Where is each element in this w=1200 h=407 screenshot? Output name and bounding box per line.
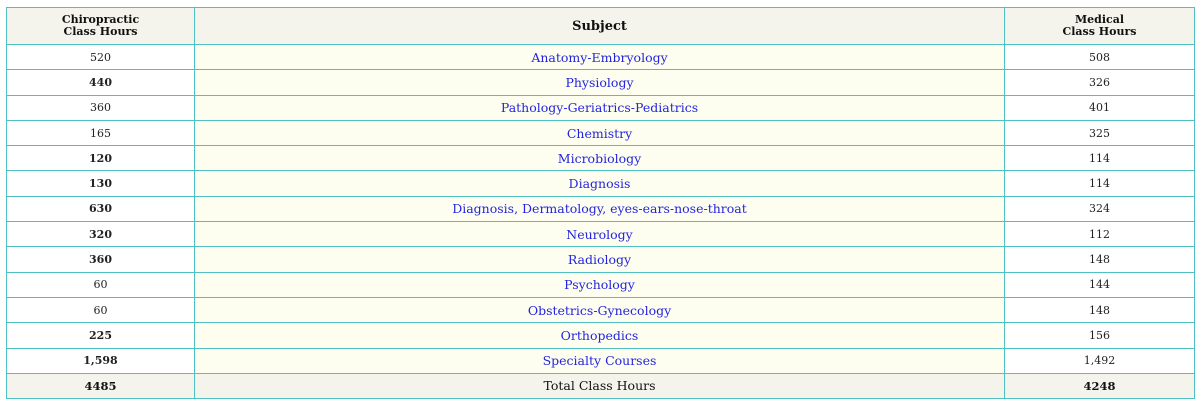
subject-link[interactable]: Radiology: [195, 247, 1005, 272]
table-row: [7, 120, 1195, 145]
table-row: [7, 323, 1195, 348]
medical-hours-cell: 114: [1005, 146, 1195, 171]
table-row: [7, 95, 1195, 120]
subject-link[interactable]: Diagnosis, Dermatology, eyes-ears-nose-throat: [195, 196, 1005, 221]
medical-hours-cell: 326: [1005, 70, 1195, 95]
subject-link[interactable]: Obstetrics-Gynecology: [195, 297, 1005, 322]
chiropractic-hours-cell: 320: [7, 222, 195, 247]
table-row: [7, 272, 1195, 297]
medical-header-line2: Class Hours: [1062, 25, 1137, 38]
table-row: [7, 247, 1195, 272]
medical-hours-cell: 156: [1005, 323, 1195, 348]
table-row: [7, 146, 1195, 171]
subject-link[interactable]: Neurology: [195, 222, 1005, 247]
chiropractic-hours-cell: 440: [7, 70, 195, 95]
subject-link[interactable]: Microbiology: [195, 146, 1005, 171]
medical-hours-cell: 324: [1005, 196, 1195, 221]
chiropractic-hours-header: [7, 8, 195, 45]
subject-link[interactable]: Anatomy-Embryology: [195, 45, 1005, 70]
subject-link[interactable]: Physiology: [195, 70, 1005, 95]
medical-hours-cell: 112: [1005, 222, 1195, 247]
chiropractic-hours-cell: 165: [7, 120, 195, 145]
chiropractic-hours-cell: 225: [7, 323, 195, 348]
subject-link[interactable]: Pathology-Geriatrics-Pediatrics: [195, 95, 1005, 120]
medical-hours-cell: 1,492: [1005, 348, 1195, 373]
table-row: [7, 348, 1195, 373]
table-row: [7, 70, 1195, 95]
total-chiropractic-hours: 4485: [7, 373, 195, 398]
subject-link[interactable]: Chemistry: [195, 120, 1005, 145]
chiropractic-hours-cell: 360: [7, 247, 195, 272]
subject-header: Subject: [195, 8, 1005, 45]
medical-hours-cell: 148: [1005, 247, 1195, 272]
medical-hours-cell: 114: [1005, 171, 1195, 196]
total-medical-hours: 4248: [1005, 373, 1195, 398]
total-label: Total Class Hours: [195, 373, 1005, 398]
medical-hours-cell: 508: [1005, 45, 1195, 70]
chiropractic-hours-cell: 1,598: [7, 348, 195, 373]
medical-hours-header: [1005, 8, 1195, 45]
subject-link[interactable]: Specialty Courses: [195, 348, 1005, 373]
medical-hours-cell: 148: [1005, 297, 1195, 322]
table-row: [7, 222, 1195, 247]
table-row: [7, 297, 1195, 322]
chiropractic-hours-cell: 130: [7, 171, 195, 196]
chiropractic-hours-cell: 120: [7, 146, 195, 171]
chiropractic-hours-cell: 60: [7, 297, 195, 322]
total-row: [7, 373, 1195, 398]
medical-hours-cell: 144: [1005, 272, 1195, 297]
chiropractic-hours-cell: 360: [7, 95, 195, 120]
table-row: [7, 196, 1195, 221]
subject-link[interactable]: Psychology: [195, 272, 1005, 297]
class-hours-comparison-table: [6, 7, 1195, 399]
table-row: [7, 171, 1195, 196]
chiropractic-hours-cell: 60: [7, 272, 195, 297]
subject-link[interactable]: Orthopedics: [195, 323, 1005, 348]
medical-hours-cell: 401: [1005, 95, 1195, 120]
header-row: [7, 8, 1195, 45]
subject-link[interactable]: Diagnosis: [195, 171, 1005, 196]
chiropractic-hours-cell: 520: [7, 45, 195, 70]
table-row: [7, 45, 1195, 70]
chiropractic-hours-cell: 630: [7, 196, 195, 221]
chiro-header-line2: Class Hours: [63, 25, 138, 38]
chiro-header-line1: Chiropractic: [61, 13, 140, 26]
medical-hours-cell: 325: [1005, 120, 1195, 145]
medical-header-line1: Medical: [1074, 13, 1125, 26]
